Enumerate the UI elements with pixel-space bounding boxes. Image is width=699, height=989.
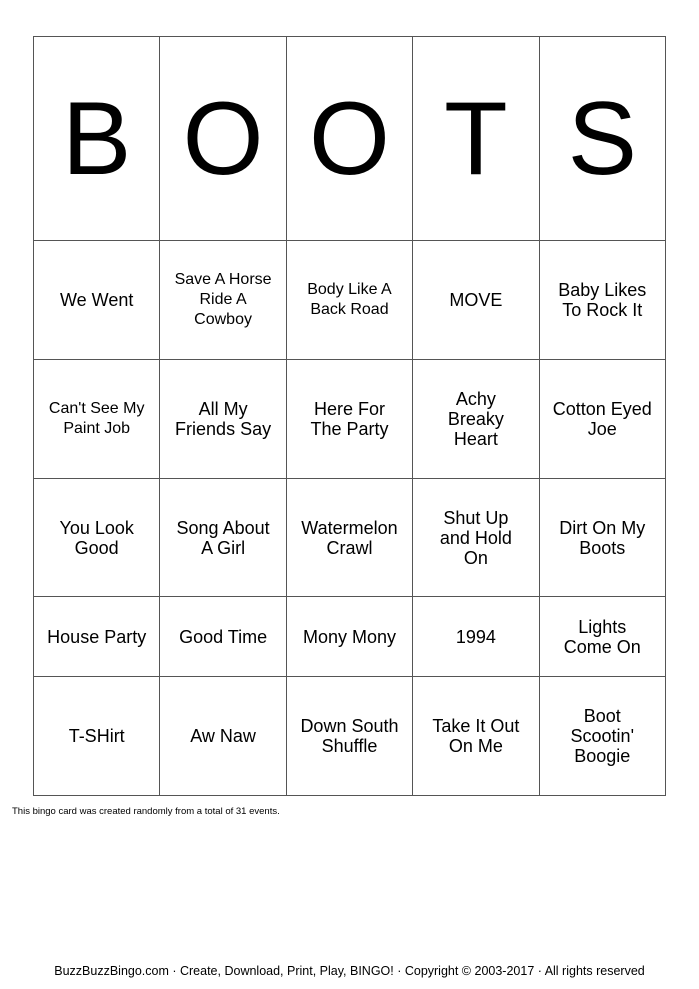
header-letter: B: [34, 37, 160, 241]
header-letter: O: [160, 37, 286, 241]
bingo-cell: [34, 241, 160, 360]
bingo-cell-text: Boot Scootin' Boogie: [570, 706, 635, 767]
bingo-cell: [539, 360, 665, 479]
bingo-cell: [34, 597, 160, 677]
bingo-row: [34, 478, 666, 597]
header-row: [34, 37, 666, 241]
bingo-row: [34, 677, 666, 796]
bingo-cell-text: Can't See My Paint Job: [48, 399, 145, 437]
bingo-cell: [286, 677, 412, 796]
bingo-row: [34, 597, 666, 677]
bingo-cell: [539, 597, 665, 677]
bingo-cell: [34, 677, 160, 796]
bingo-cell-text: Save A Horse Ride A Cowboy: [174, 271, 272, 329]
header-letter: T: [413, 37, 539, 241]
bingo-cell-text: All My Friends Say: [175, 398, 272, 439]
bingo-cell-text: Aw Naw: [190, 726, 256, 747]
bingo-cell: [413, 360, 539, 479]
bingo-cell-text: Take It Out On Me: [432, 716, 520, 757]
bingo-cell: [160, 677, 286, 796]
bingo-cell-text: Mony Mony: [302, 626, 396, 647]
bingo-cell: [286, 597, 412, 677]
bingo-cell: [413, 597, 539, 677]
bingo-cell-text: Baby Likes To Rock It: [558, 280, 647, 321]
bingo-cell: [413, 241, 539, 360]
bingo-card: [33, 36, 666, 796]
bingo-cell-text: Dirt On My Boots: [559, 517, 646, 558]
bingo-cell-text: You Look Good: [59, 517, 134, 558]
bingo-cell-text: Lights Come On: [563, 616, 641, 657]
bingo-cell-text: Shut Up and Hold On: [439, 507, 512, 568]
bingo-cell-text: Watermelon Crawl: [301, 517, 398, 558]
bingo-cell-text: Good Time: [179, 626, 268, 647]
bingo-cell-text: House Party: [47, 626, 147, 647]
bingo-cell: [286, 241, 412, 360]
bingo-cell-text: 1994: [455, 626, 496, 647]
bingo-cell-text: T-SHirt: [68, 726, 125, 747]
footer-copyright: BuzzBuzzBingo.com · Create, Download, Print, Play, BINGO! · Copyright © 2003-2017 · All rights reserved: [54, 964, 645, 978]
bingo-cell: [34, 360, 160, 479]
bingo-cell-text: Down South Shuffle: [300, 716, 399, 757]
bingo-cell-text: MOVE: [449, 290, 503, 311]
bingo-cell: [160, 478, 286, 597]
bingo-cell: [539, 241, 665, 360]
bingo-cell: [160, 597, 286, 677]
bingo-cell: [413, 478, 539, 597]
bingo-cell-text: Cotton Eyed Joe: [552, 398, 652, 439]
generation-note: This bingo card was created randomly from a total of 31 events.: [12, 806, 280, 817]
header-letter: O: [286, 37, 412, 241]
bingo-cell: [34, 478, 160, 597]
bingo-cell: [160, 241, 286, 360]
bingo-row: [34, 360, 666, 479]
bingo-cell: [286, 360, 412, 479]
bingo-cell-text: Achy Breaky Heart: [447, 388, 504, 449]
bingo-cell-text: Body Like A Back Road: [307, 281, 392, 319]
bingo-cell: [539, 677, 665, 796]
bingo-cell: [160, 360, 286, 479]
bingo-cell: [539, 478, 665, 597]
bingo-cell: [286, 478, 412, 597]
bingo-cell: [413, 677, 539, 796]
bingo-cell-text: We Went: [60, 290, 134, 311]
bingo-cell-text: Here For The Party: [310, 398, 389, 439]
header-letter: S: [539, 37, 665, 241]
bingo-row: [34, 241, 666, 360]
bingo-cell-text: Song About A Girl: [176, 517, 270, 558]
